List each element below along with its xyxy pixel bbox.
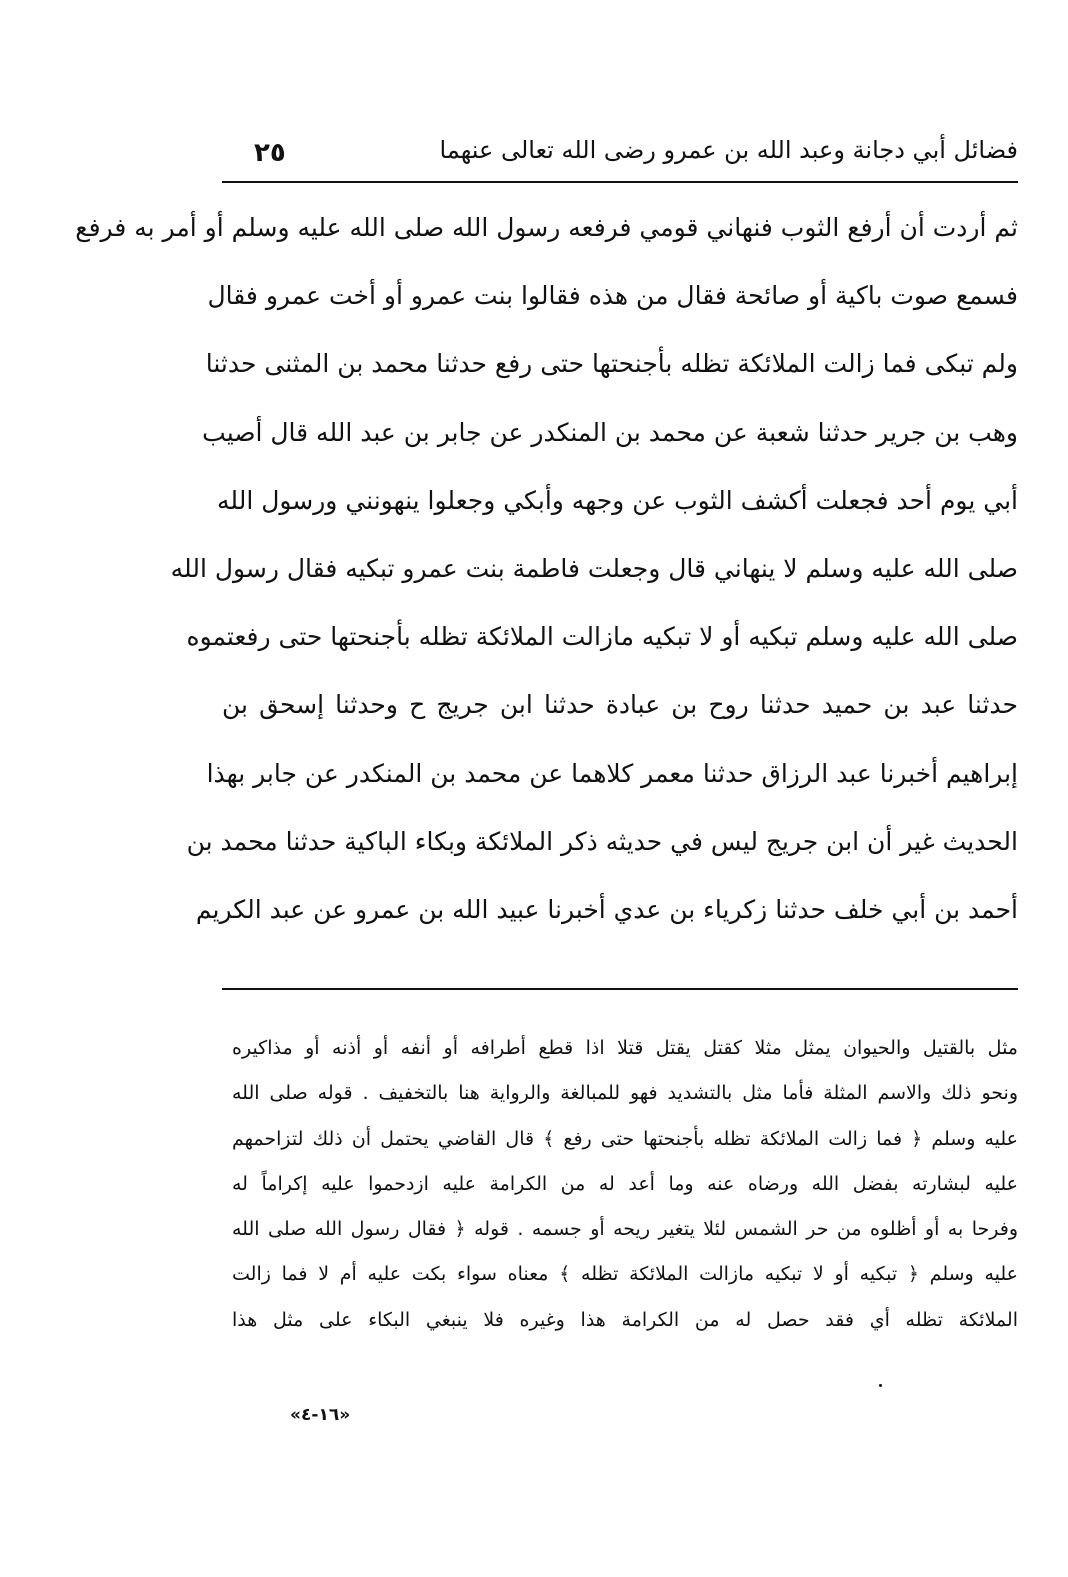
commentary-line: ونحو ذلك والاسم المثلة فأما مثل بالتشديد فهو للمبالغة والرواية هنا بالتخفيف . قوله صلى الله xyxy=(232,1082,1018,1105)
commentary-line: مثل بالقتيل والحيوان يمثل مثلا كقتل يقتل قتلا اذا قطع أطرافه أو أنفه أو أذنه أو مذاكيره xyxy=(232,1037,1018,1059)
running-header xyxy=(222,128,1018,180)
text-line: ولم تبكى فما زالت الملائكة تظله بأجنحتها حتى رفع حدثنا محمد بن المثنى حدثنا xyxy=(205,349,1018,379)
commentary-line: عليه لبشارته بفضل الله ورضاه عنه وما أعد له من الكرامة عليه ازدحموا عليه إكراماً له xyxy=(232,1172,1018,1195)
text-line: ثم أردت أن أرفع الثوب فنهاني قومي فرفعه رسول الله صلى الله عليه وسلم أو أمر به فرفع xyxy=(75,213,1018,242)
header-rule xyxy=(222,181,1018,183)
hadith-text-block xyxy=(75,194,1018,944)
text-line: أبي يوم أحد فجعلت أكشف الثوب عن وجهه وأبكي وجعلوا ينهونني ورسول الله xyxy=(217,485,1018,515)
commentary-line: عليه وسلم ﴿ فما زالت الملائكة تظله بأجنحتها حتى رفع ﴾ قال القاضي يحتمل أن ذلك لتزاحمهم xyxy=(232,1127,1018,1150)
commentary-line: عليه وسلم ﴿ تبكيه أو لا تبكيه مازالت الملائكة تظله ﴾ معناه سواء بكت عليه أم لا فما زالت xyxy=(232,1263,1018,1286)
commentary-block xyxy=(232,1026,1018,1343)
text-line: صلى الله عليه وسلم لا ينهاني قال وجعلت فاطمة بنت عمرو تبكيه فقال رسول الله xyxy=(170,553,1018,583)
page-number: ٢٥ xyxy=(254,138,286,168)
text-line: الحديث غير أن ابن جريج ليس في حديثه ذكر الملائكة وبكاء الباكية حدثنا محمد بن xyxy=(186,826,1018,856)
text-line: حدثنا عبد بن حميد حدثنا روح بن عبادة حدثنا ابن جريج ح وحدثنا إسحق بن xyxy=(222,690,1018,720)
commentary-line: وفرحا به أو أظلوه من حر الشمس لئلا يتغير ريحه أو جسمه . قوله ﴿ فقال رسول الله صلى الله xyxy=(232,1218,1018,1241)
text-line: إبراهيم أخبرنا عبد الرزاق حدثنا معمر كلاهما عن محمد بن المنكدر عن جابر بهذا xyxy=(206,758,1018,788)
footnote-rule xyxy=(222,988,1018,990)
commentary-line: الملائكة تظله أي فقد حصل له من الكرامة هذا وغيره فلا ينبغي البكاء على مثل هذا xyxy=(232,1308,1018,1331)
text-line: صلى الله عليه وسلم تبكيه أو لا تبكيه مازالت الملائكة تظله بأجنحتها حتى رفعتموه xyxy=(186,622,1018,652)
printer-signature-mark: «١٦-٤» xyxy=(290,1405,351,1425)
text-line: أحمد بن أبي خلف حدثنا زكرياء بن عدي أخبرنا عبيد الله بن عمرو عن عبد الكريم xyxy=(195,894,1018,924)
text-line: وهب بن جرير حدثنا شعبة عن محمد بن المنكدر عن جابر بن عبد الله قال أصيب xyxy=(202,417,1018,447)
running-title: فضائل أبي دجانة وعبد الله بن عمرو رضى الله تعالى عنهما xyxy=(439,136,1018,164)
text-line: فسمع صوت باكية أو صائحة فقال من هذه فقالوا بنت عمرو أو أخت عمرو فقال xyxy=(207,281,1018,311)
stray-ink-dot xyxy=(879,1384,882,1387)
